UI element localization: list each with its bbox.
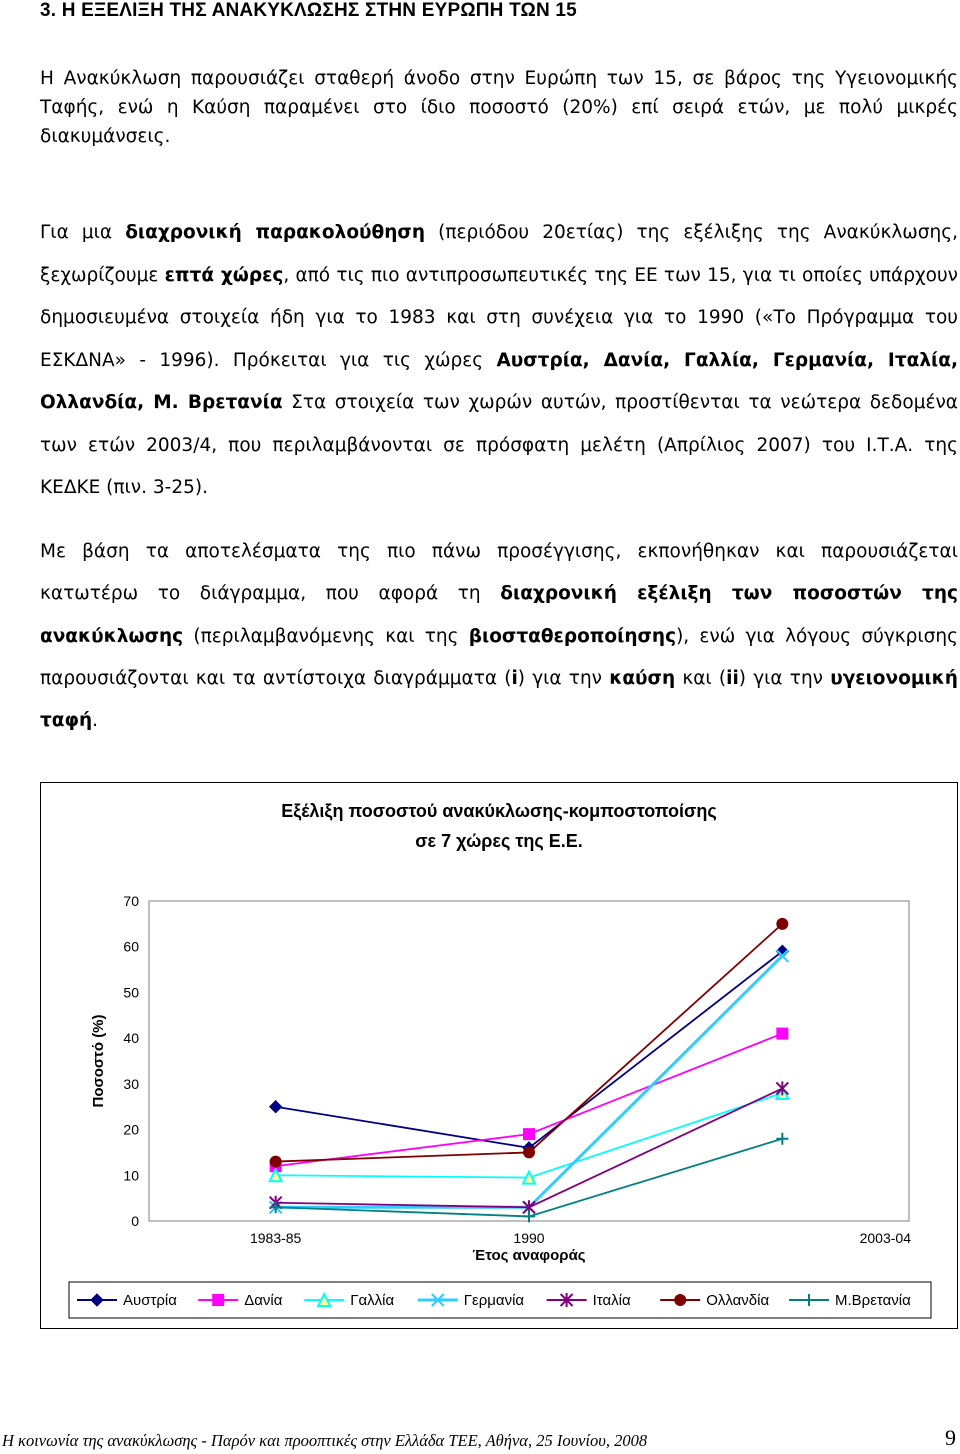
- y-tick-label: 70: [123, 893, 139, 909]
- p3-run: υγειονομική ταφή: [40, 667, 958, 732]
- p3-run: και (: [675, 667, 727, 689]
- legend-label: Ιταλία: [592, 1292, 631, 1309]
- p3-run: καύση: [609, 667, 676, 689]
- p2-run: , από τις πιο αντιπροσωπευτικές της ΕΕ των 15, για τι οποίες υπάρχουν δημοσιευμένα στοιχεία ήδη για το 1983 και στη συνέχεια για το 1990 («Το Πρόγραμμα του ΕΣΚΔΝΑ» - 1996). Πρόκειται για τις χώρες: [40, 264, 958, 371]
- data-point: [270, 1156, 282, 1168]
- p3-run: ) για την: [738, 667, 831, 689]
- p2-run: Στα στοιχεία των χωρών αυτών, προστίθενται τα νεώτερα δεδομένα των ετών 2003/4, που περιλαμβάνονται σε πρόσφατη μελέτη (Απρίλιος 2007) του Ι.Τ.Α. της ΚΕΔΚΕ (πιν. 3-25).: [40, 392, 958, 498]
- p2-run: επτά χώρες: [164, 264, 284, 286]
- p3-run: Με βάση τα αποτελέσματα της πιο πάνω προσέγγισης, εκπονήθηκαν και παρουσιάζεται κατωτέρω το διάγραμμα, που αφορά τη: [40, 541, 958, 605]
- y-tick-label: 40: [123, 1030, 139, 1047]
- y-tick-label: 10: [123, 1167, 139, 1184]
- data-point: [523, 1146, 535, 1158]
- p3-run: .: [92, 710, 99, 732]
- y-tick-label: 20: [123, 1121, 139, 1138]
- x-axis-label: Έτος αναφοράς: [472, 1247, 586, 1264]
- section-heading: 3. Η ΕΞΕΛΙΞΗ ΤΗΣ ΑΝΑΚΥΚΛΩΣΗΣ ΣΤΗΝ ΕΥΡΩΠΗ ΤΩΝ 15: [40, 0, 577, 21]
- data-point: [776, 918, 788, 930]
- p2-run: Για μια: [40, 222, 126, 243]
- p3-run: ), ενώ για λόγους σύγκρισης παρουσιάζονται και τα αντίστοιχα διαγράμματα (: [40, 625, 958, 689]
- p3-run: i: [511, 667, 518, 689]
- x-tick-label: 1983-85: [249, 1230, 302, 1246]
- chart-subtitle: σε 7 χώρες της Ε.Ε.: [415, 831, 583, 851]
- paragraph-2: [40, 212, 958, 510]
- p3-run: βιοσταθεροποίησης: [468, 625, 677, 647]
- paragraph-3: [40, 531, 958, 742]
- p2-run: Αυστρία, Δανία, Γαλλία, Γερμανία, Ιταλία, Ολλανδία, Μ. Βρετανία: [40, 349, 958, 413]
- page-footer: Η κοινωνία της ανακύκλωσης - Παρόν και προοπτικές στην Ελλάδα ΤΕΕ, Αθήνα, 25 Ιουνίου, 2008: [2, 1431, 648, 1450]
- chart-title: Εξέλιξη ποσοστού ανακύκλωσης-κομποστοποίσης: [281, 801, 717, 821]
- legend-marker: [674, 1294, 686, 1306]
- page-number: 9: [945, 1425, 956, 1450]
- legend-label: Μ.Βρετανία: [835, 1292, 911, 1309]
- paragraph-1: Η Ανακύκλωση παρουσιάζει σταθερή άνοδο στην Ευρώπη των 15, σε βάρος της Υγειονομικής Ταφής, ενώ η Καύση παραμένει στο ίδιο ποσοστό (20%) επί σειρά ετών, με πολύ μικρές διακυμάνσεις.: [40, 68, 958, 147]
- p2-run: διαχρονική παρακολούθηση: [125, 222, 425, 243]
- data-point: [776, 1028, 788, 1040]
- p3-run: ) για την: [517, 667, 610, 689]
- y-tick-label: 0: [131, 1213, 139, 1229]
- line-chart: [41, 783, 959, 1330]
- p3-run: ii: [726, 667, 739, 689]
- x-tick-label: 1990: [513, 1230, 545, 1246]
- data-point: [523, 1128, 535, 1140]
- legend-label: Δανία: [244, 1292, 283, 1309]
- y-axis-label: Ποσοστό (%): [90, 1014, 107, 1108]
- p2-run: (περιόδου 20ετίας) της εξέλιξης της Ανακύκλωσης, ξεχωρίζουμε: [40, 222, 958, 286]
- x-tick-label: 2003-04: [859, 1230, 911, 1246]
- p3-run: (περιλαμβανόμενης και της: [183, 625, 469, 647]
- chart-frame: [40, 782, 958, 1329]
- legend-label: Γαλλία: [350, 1292, 395, 1309]
- legend-label: Αυστρία: [123, 1292, 177, 1309]
- y-tick-label: 60: [123, 938, 139, 955]
- p3-run: διαχρονική εξέλιξη των ποσοστών της ανακύκλωσης: [40, 583, 958, 647]
- y-tick-label: 50: [123, 984, 139, 1001]
- y-tick-label: 30: [123, 1075, 139, 1092]
- legend-label: Ολλανδία: [706, 1292, 770, 1309]
- legend-label: Γερμανία: [463, 1292, 525, 1309]
- legend-marker: [212, 1294, 224, 1306]
